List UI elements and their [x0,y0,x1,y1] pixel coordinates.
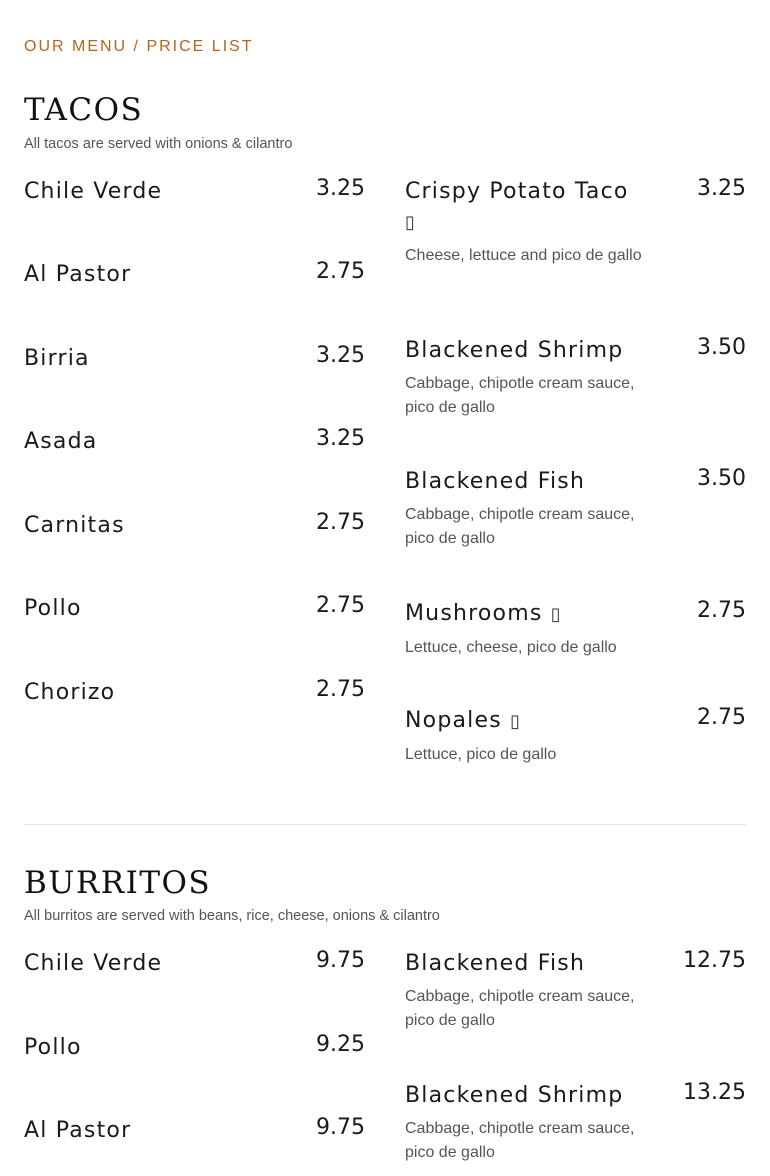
menu-item [24,177,365,207]
menu-item [24,427,365,457]
burritos-title: BURRITOS [24,865,212,901]
vegetarian-icon: ▯ [550,604,562,625]
menu-item [24,678,365,708]
item-description: Cabbage, chipotle cream sauce, pico de gallo [405,988,635,1029]
item-name: Birria [24,346,90,371]
item-price: 2.75 [316,677,365,702]
item-name: Blackened Shrimp [405,1083,624,1108]
item-price: 2.75 [316,259,365,284]
item-name: Carnitas [24,513,125,538]
item-price: 3.25 [316,343,365,368]
menu-item [405,706,746,767]
item-description: Lettuce, cheese, pico de gallo [405,639,617,656]
item-description: Cheese, lettuce and pico de gallo [405,247,642,264]
menu-item [405,1081,746,1165]
tacos-subtitle: All tacos are served with onions & cilantro [24,136,293,152]
menu-item [24,344,365,374]
menu-item [405,336,746,420]
item-price: 12.75 [683,948,746,973]
item-name: Chorizo [24,680,116,705]
item-price: 13.25 [683,1080,746,1105]
item-description: Cabbage, chipotle cream sauce, pico de gallo [405,506,635,547]
menu-item [405,177,746,268]
item-name: Chile Verde [24,951,163,976]
item-description: Lettuce, pico de gallo [405,746,557,763]
item-name: Nopales ▯ [405,708,522,733]
item-price: 3.25 [316,176,365,201]
item-name: Chile Verde [24,179,163,204]
menu-item [24,1116,365,1146]
item-name: Blackened Fish [405,469,586,494]
item-price: 2.75 [697,705,746,730]
menu-item [24,260,365,290]
item-price: 2.75 [316,593,365,618]
item-name: Pollo [24,596,82,621]
item-price: 3.50 [697,466,746,491]
item-name: Mushrooms ▯ [405,601,562,626]
item-name: Blackened Fish [405,951,586,976]
item-description: Cabbage, chipotle cream sauce, pico de gallo [405,1120,635,1161]
item-price: 9.75 [316,948,365,973]
item-name: Pollo [24,1035,82,1060]
item-name: Blackened Shrimp [405,338,624,363]
vegetarian-icon: ▯ [405,212,417,233]
item-price: 3.50 [697,335,746,360]
item-name: Asada [24,429,98,454]
item-price: 3.25 [697,176,746,201]
item-name: Al Pastor [24,1118,132,1143]
tacos-title: TACOS [24,92,144,128]
section-divider [24,824,746,825]
item-price: 2.75 [697,598,746,623]
menu-item [405,949,746,1033]
item-price: 9.75 [316,1115,365,1140]
item-name: Crispy Potato Taco ▯ [405,179,629,233]
menu-item [24,594,365,624]
menu-kicker: OUR MENU / PRICE LIST [24,38,254,55]
menu-item [24,511,365,541]
menu-item [24,949,365,979]
menu-item [24,1033,365,1063]
menu-item [405,467,746,551]
item-price: 9.25 [316,1032,365,1057]
burritos-subtitle: All burritos are served with beans, rice, cheese, onions & cilantro [24,908,440,924]
item-name: Al Pastor [24,262,132,287]
item-price: 3.25 [316,426,365,451]
vegetarian-icon: ▯ [510,711,522,732]
menu-item [405,599,746,660]
item-description: Cabbage, chipotle cream sauce, pico de gallo [405,375,635,416]
item-price: 2.75 [316,510,365,535]
